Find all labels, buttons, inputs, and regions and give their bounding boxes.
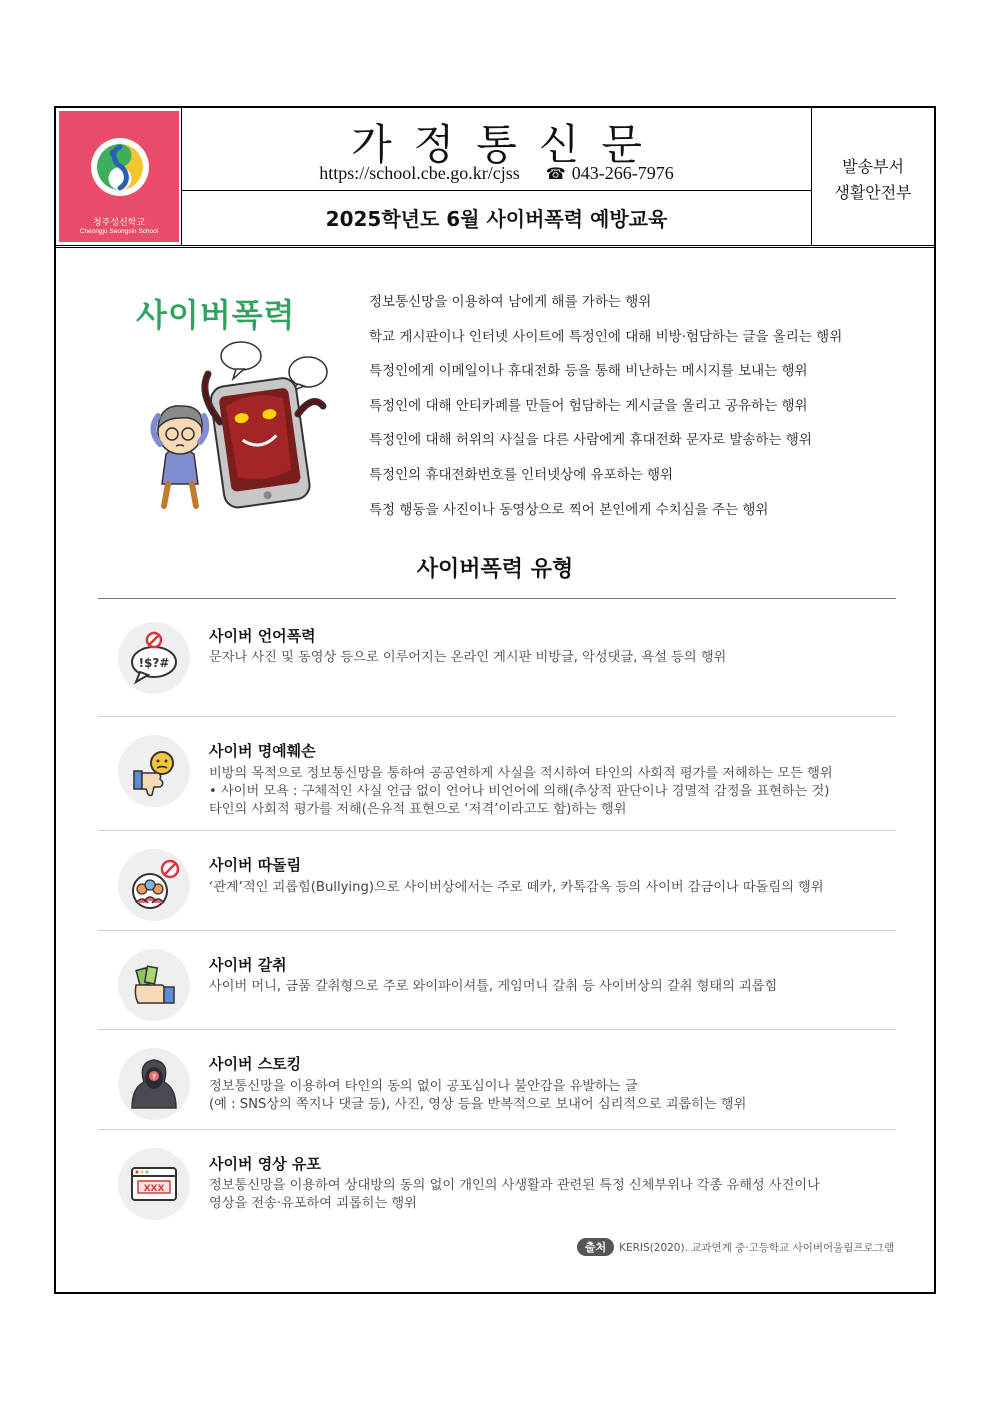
school-name-en: Cheongju Seongsin School	[79, 228, 159, 235]
group-exclusion-icon	[118, 849, 190, 921]
type-title: 사이버 영상 유포	[209, 1155, 321, 1173]
type-desc-line: 정보통신망을 이용하여 상대방의 동의 없이 개인의 사생활과 관련된 특정 신체부위나 각종 유해성 사진이나	[209, 1178, 820, 1193]
type-desc-line: (예 : SNS상의 쪽지나 댓글 등), 사진, 영상 등을 반복적으로 보내어 심리적으로 괴롭히는 행위	[209, 1097, 747, 1112]
newsletter-subtitle: 2025학년도 6월 사이버폭력 예방교육	[325, 207, 668, 231]
type-desc-line: • 사이버 모욕 : 구체적인 사실 언급 없이 언어나 비언어에 의해(추상적 판단이나 경멸적 감정을 표현하는 것)	[209, 784, 830, 799]
type-title: 사이버 갈취	[209, 956, 287, 974]
source-badge: 출처	[577, 1238, 614, 1256]
type-desc-line: 영상을 전송·유포하여 괴롭히는 행위	[209, 1196, 417, 1211]
type-desc-line: 타인의 사회적 평가를 저해(은유적 표현으로 ‘저격’이라고도 함)하는 행위	[209, 802, 627, 817]
dept-cell	[812, 108, 934, 245]
xxx-text: XXX	[143, 1184, 165, 1194]
intro-item: 학교 게시판이나 인터넷 사이트에 특정인에 대해 비방·험담하는 글을 올리는 행위	[369, 328, 843, 345]
newsletter-frame	[54, 106, 936, 1294]
type-title: 사이버 스토킹	[209, 1055, 302, 1073]
type-title: 사이버 명예훼손	[209, 742, 316, 760]
type-desc-line: 사이버 머니, 금품 갈취형으로 주로 와이파이셔틀, 게임머니 갈취 등 사이버상의 갈취 형태의 괴롭힘	[209, 979, 778, 994]
type-title: 사이버 언어폭력	[209, 627, 316, 645]
intro-item: 특정인에게 이메일이나 휴대전화 등을 통해 비난하는 메시지를 보내는 행위	[369, 363, 808, 380]
type-row-verbal-abuse	[98, 600, 896, 717]
school-url: https://school.cbe.go.kr/cjss	[319, 163, 520, 183]
school-logo	[59, 111, 179, 242]
newsletter-header	[56, 108, 934, 248]
contact-line	[182, 163, 811, 184]
thumbs-down-face-icon	[118, 735, 190, 807]
school-phone: 043-266-7976	[571, 163, 674, 183]
type-title: 사이버 따돌림	[209, 856, 302, 874]
type-row-bullying	[98, 831, 896, 931]
type-desc-line: 문자나 사진 및 동영상 등으로 이루어지는 온라인 게시판 비방글, 악성댓글, 욕설 등의 행위	[209, 650, 727, 665]
types-divider	[98, 598, 896, 599]
type-desc-line: ‘관계’적인 괴롭힘(Bullying)으로 사이버상에서는 주로 떼카, 카톡감옥 등의 사이버 감금이나 따돌림의 행위	[209, 880, 824, 895]
type-desc	[209, 649, 726, 667]
type-desc-line: 비방의 목적으로 정보통신망을 통하여 공공연하게 사실을 적시하여 타인의 사회적 평가를 저해하는 모든 행위	[209, 766, 833, 781]
phone-icon: ☎	[545, 166, 566, 183]
svg-text:?: ?	[151, 1073, 157, 1081]
intro-item: 정보통신망을 이용하여 남에게 해를 가하는 행위	[369, 294, 652, 310]
swear-text: !$?#	[138, 656, 170, 670]
intro-item: 특정인에 대해 안티카페를 만들어 험담하는 게시글을 올리고 공유하는 행위	[369, 397, 808, 414]
title-cell	[182, 108, 812, 245]
dept-label: 발송부서	[842, 157, 904, 176]
type-row-extortion	[98, 931, 896, 1030]
school-emblem-icon	[91, 138, 149, 196]
intro-item: 특정인에 대해 허위의 사실을 다른 사람에게 휴대전화 문자로 발송하는 행위	[369, 432, 812, 449]
intro-item: 특정인의 휴대전화번호를 인터넷상에 유포하는 행위	[369, 466, 674, 483]
logo-cell	[56, 108, 182, 245]
school-name: 청주성신학교	[92, 218, 146, 228]
hand-money-icon	[118, 949, 190, 1021]
source-text: KERIS(2020). 교과연계 중·고등학교 사이버어울림프로그램	[619, 1242, 894, 1254]
newsletter-title: 가정통신문	[351, 120, 664, 169]
cyberbully-illustration	[138, 334, 328, 509]
dept-name: 생활안전부	[834, 183, 912, 202]
browser-xxx-icon	[118, 1148, 190, 1220]
type-row-stalking	[98, 1030, 896, 1130]
type-desc	[209, 978, 777, 996]
types-heading: 사이버폭력 유형	[416, 557, 574, 582]
type-desc	[209, 765, 833, 819]
type-desc	[209, 879, 824, 897]
type-desc	[209, 1078, 746, 1114]
source-citation	[577, 1238, 894, 1256]
title-top	[182, 108, 811, 191]
type-row-video-distribution	[98, 1130, 896, 1230]
type-desc	[209, 1177, 820, 1213]
intro-list	[369, 290, 842, 532]
speech-bubble-swear-icon	[118, 622, 190, 694]
hooded-stalker-icon	[118, 1048, 190, 1120]
intro-item: 특정 행동을 사진이나 동영상으로 찍어 본인에게 수치심을 주는 행위	[369, 501, 769, 518]
type-desc-line: 정보통신망을 이용하여 타인의 동의 없이 공포심이나 불안감을 유발하는 글	[209, 1079, 638, 1094]
type-row-defamation	[98, 717, 896, 831]
intro-title: 사이버폭력	[136, 296, 296, 334]
